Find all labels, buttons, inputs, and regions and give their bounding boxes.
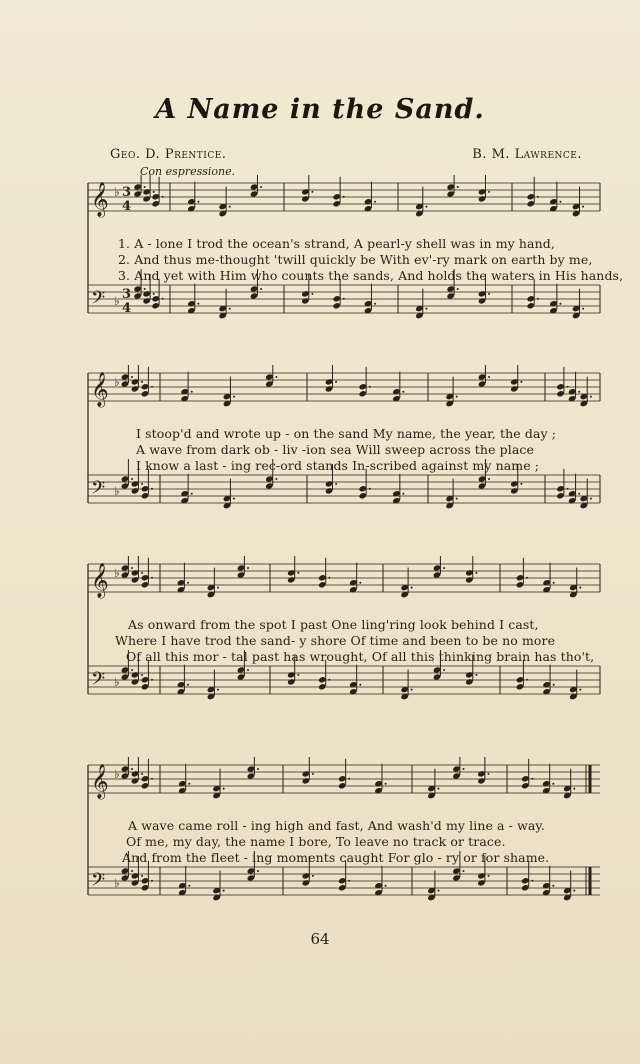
treble-staff: [88, 365, 600, 408]
flat-icon: ♭: [114, 767, 120, 781]
flat-icon: ♭: [114, 876, 120, 890]
svg-text:3: 3: [122, 287, 132, 302]
flat-icon: ♭: [114, 185, 120, 199]
author-credit: Geo. D. Prentice.: [110, 147, 227, 162]
flat-icon: ♭: [114, 294, 120, 308]
treble-clef-icon: 𝄞: [91, 182, 109, 217]
flat-icon: ♭: [114, 566, 120, 580]
treble-clef-icon: 𝄞: [91, 563, 109, 598]
verse-line: 1. A - lone I trod the ocean's strand, A pearl-y shell was in my hand,: [118, 236, 555, 251]
verse-line: 3. And yet with Him who counts the sands, And holds the waters in His hands,: [118, 268, 624, 283]
verse-line: A wave came roll - ing high and fast, And wash'd my line a - way.: [128, 818, 546, 833]
bass-clef-icon: 𝄢: [91, 870, 106, 895]
flat-icon: ♭: [114, 484, 120, 498]
verse-line: I know a last - ing rec-ord stands In-scribed against my name ;: [136, 458, 540, 473]
verse-line: And from the fleet - ing moments caught For glo - ry or for shame.: [122, 850, 550, 865]
composer-credit: B. M. Lawrence.: [472, 147, 582, 162]
flat-icon: ♭: [114, 675, 120, 689]
bass-clef-icon: 𝄢: [91, 478, 106, 503]
flat-icon: ♭: [114, 375, 120, 389]
verse-line: Where I have trod the sand- y shore Of time and been to be no more: [115, 633, 556, 648]
bass-clef-icon: 𝄢: [91, 288, 106, 313]
verse-line: 2. And thus me-thought 'twill quickly be With ev'-ry mark on earth by me,: [118, 252, 593, 267]
verse-line: I stoop'd and wrote up - on the sand My name, the year, the day ;: [136, 426, 557, 441]
hymn-title: A Name in the Sand.: [155, 94, 485, 125]
treble-staff: [88, 556, 600, 599]
page-number: 64: [310, 930, 330, 948]
bass-clef-icon: 𝄢: [91, 669, 106, 694]
treble-clef-icon: 𝄞: [91, 372, 109, 407]
treble-staff: [88, 175, 600, 218]
verse-line: As onward from the spot I past One ling'ring look behind I cast,: [128, 617, 539, 632]
tempo-marking: Con espressione.: [140, 165, 236, 178]
treble-staff: [88, 757, 600, 800]
svg-text:4: 4: [122, 199, 132, 214]
svg-text:3: 3: [122, 185, 132, 200]
svg-text:4: 4: [122, 301, 132, 316]
treble-clef-icon: 𝄞: [91, 764, 109, 799]
verse-line: Of all this mor - tal past has wrought, Of all this thinking brain has tho't,: [126, 649, 595, 664]
verse-line: A wave from dark ob - liv -ion sea Will sweep across the place: [136, 442, 534, 457]
verse-line: Of me, my day, the name I bore, To leave no track or trace.: [126, 834, 506, 849]
